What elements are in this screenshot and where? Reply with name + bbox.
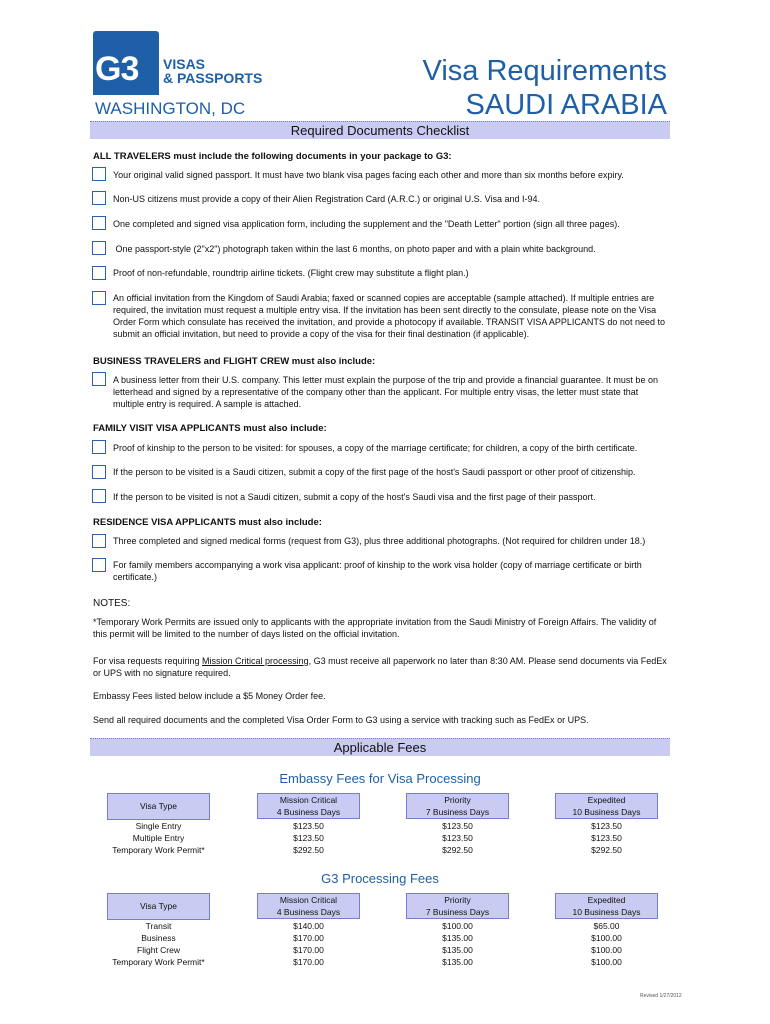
g3-col-expedited-days: 10 Business Days [572, 907, 641, 917]
checkbox-application-form[interactable] [92, 216, 106, 230]
checkbox-medical[interactable] [92, 534, 106, 548]
checkbox-invitation[interactable] [92, 291, 106, 305]
brand-name-line1: VISAS [163, 56, 206, 72]
g3-col-mission-critical-days: 4 Business Days [276, 907, 341, 917]
embassy-col-mission-critical [257, 793, 360, 819]
embassy-col-priority [406, 793, 509, 819]
g3-col-priority-days: 7 Business Days [425, 907, 490, 917]
item-invitation: An official invitation from the Kingdom of Saudi Arabia; faxed or scanned copies are acceptable (sample attached). If multiple entries are required, the invitation must request a multiple entry visa. If the invitation has been sent directly to the consulate, please note on the Visa Order Form which consulate has received the invitation, and provide a photocopy if available. TRANSIT VISA APPLICANTS do not need to submit an official invitation, but need to provide a copy of the visa for their final destination (if applicable). [113, 293, 665, 339]
g3-row-fee: $135.00 [442, 933, 473, 943]
g3-row-type: Flight Crew [137, 945, 180, 955]
checkbox-passport[interactable] [92, 167, 106, 181]
business-heading: BUSINESS TRAVELERS and FLIGHT CREW must also include: [93, 356, 376, 367]
g3-col-priority-label: Priority [444, 895, 471, 905]
g3-row-fee: $100.00 [591, 933, 622, 943]
g3-row-fee: $170.00 [293, 957, 324, 967]
checkbox-kinship[interactable] [92, 440, 106, 454]
embassy-col-expedited-days: 10 Business Days [572, 807, 641, 817]
checkbox-family-members[interactable] [92, 558, 106, 572]
embassy-col-mission-critical-days: 4 Business Days [276, 807, 341, 817]
embassy-col-mission-critical-label: Mission Critical [279, 795, 338, 805]
embassy-row-fee: $123.50 [293, 821, 324, 831]
item-medical: Three completed and signed medical forms (request from G3), plus three additional photographs. (Not required for children under 18.) [113, 536, 646, 546]
g3-col-mission-critical [257, 893, 360, 919]
item-business-letter: A business letter from their U.S. company. This letter must explain the purpose of the trip and provide a financial guarantee. It must be on letterhead and signed by a representative of the company other than the applicant. For multiple entry visas, the letter must state that multiple entry is required. A sample is attached. [113, 375, 658, 409]
page-title: Visa Requirements [422, 55, 667, 87]
item-application-form: One completed and signed visa application form, including the supplement and the "Death Letter" portion (sign all three pages). [113, 219, 620, 229]
g3-row-fee: $100.00 [442, 921, 473, 931]
item-non-saudi-host: If the person to be visited is not a Saudi citizen, submit a copy of the host's Saudi visa and the first page of their passport. [113, 492, 596, 502]
embassy-row-fee: $123.50 [442, 821, 473, 831]
office-city: WASHINGTON, DC [95, 99, 246, 118]
revised-date: Revised 1/27/2012 [640, 993, 682, 999]
item-arc: Non-US citizens must provide a copy of their Alien Registration Card (A.R.C.) or original U.S. Visa and I-94. [113, 194, 541, 204]
embassy-row-fee: $292.50 [591, 845, 622, 855]
g3-col-mission-critical-label: Mission Critical [279, 895, 338, 905]
g3-row-fee: $100.00 [591, 957, 622, 967]
g3-row-type: Business [141, 933, 176, 943]
g3-row-fee: $140.00 [293, 921, 324, 931]
brand-name-line2: & PASSPORTS [163, 70, 263, 86]
note-mission-critical-post: , G3 must receive all paperwork no later than 8:30 AM. Please send documents via FedEx or UPS with no signature required. [93, 656, 667, 678]
note-mission-critical-pre: For visa requests requiring [93, 656, 203, 666]
embassy-col-visa-type: Visa Type [107, 793, 210, 820]
g3-col-expedited [555, 893, 658, 919]
checkbox-arc[interactable] [92, 191, 106, 205]
family-heading: FAMILY VISIT VISA APPLICANTS must also include: [93, 423, 327, 434]
note-work-permit: *Temporary Work Permits are issued only to applicants with the appropriate invitation from the Saudi Ministry of Foreign Affairs. The validity of this permit will be limited to the number of days listed on the official invitation. [93, 617, 657, 639]
item-tickets: Proof of non-refundable, roundtrip airline tickets. (Flight crew may substitute a flight plan.) [113, 268, 469, 278]
g3-logo-text: G3 [95, 50, 139, 88]
item-photo: One passport-style (2"x2") photograph taken within the last 6 months, on photo paper and with a plain white background. [113, 244, 596, 254]
embassy-row-type: Temporary Work Permit* [112, 845, 205, 855]
g3-fees-title: G3 Processing Fees [321, 871, 439, 886]
residence-heading: RESIDENCE VISA APPLICANTS must also include: [93, 517, 322, 528]
g3-row-fee: $170.00 [293, 933, 324, 943]
embassy-fees-title: Embassy Fees for Visa Processing [279, 771, 481, 786]
g3-row-fee: $170.00 [293, 945, 324, 955]
checklist-band: Required Documents Checklist [90, 121, 670, 139]
item-kinship: Proof of kinship to the person to be visited: for spouses, a copy of the marriage certificate; for children, a copy of the birth certificate. [113, 443, 638, 453]
embassy-row-fee: $123.50 [591, 833, 622, 843]
checkbox-business-letter[interactable] [92, 372, 106, 386]
checkbox-saudi-host[interactable] [92, 465, 106, 479]
note-mission-critical [93, 655, 670, 679]
notes-heading: NOTES: [93, 598, 131, 609]
mission-critical-link[interactable]: Mission Critical processing [202, 656, 309, 666]
checkbox-tickets[interactable] [92, 266, 106, 280]
embassy-row-fee: $123.50 [442, 833, 473, 843]
checkbox-non-saudi-host[interactable] [92, 489, 106, 503]
item-saudi-host: If the person to be visited is a Saudi citizen, submit a copy of the first page of the host's Saudi passport or other proof of citizenship. [113, 467, 636, 477]
embassy-col-expedited-label: Expedited [587, 795, 626, 805]
g3-col-priority [406, 893, 509, 919]
g3-row-type: Temporary Work Permit* [112, 957, 205, 967]
embassy-row-fee: $292.50 [442, 845, 473, 855]
g3-row-type: Transit [145, 921, 172, 931]
g3-row-fee: $65.00 [593, 921, 620, 931]
g3-row-fee: $135.00 [442, 945, 473, 955]
g3-row-fee: $100.00 [591, 945, 622, 955]
page-country: SAUDI ARABIA [465, 89, 667, 121]
g3-col-expedited-label: Expedited [587, 895, 626, 905]
item-family-members: For family members accompanying a work visa applicant: proof of kinship to the work visa holder (copy of marriage certificate or birth certificate.) [113, 560, 642, 582]
embassy-col-expedited [555, 793, 658, 819]
item-passport: Your original valid signed passport. It must have two blank visa pages facing each other and more than six months before expiry. [113, 170, 624, 180]
fees-band: Applicable Fees [90, 738, 670, 756]
embassy-row-fee: $123.50 [591, 821, 622, 831]
checkbox-photo[interactable] [92, 241, 106, 255]
embassy-row-fee: $123.50 [293, 833, 324, 843]
g3-row-fee: $135.00 [442, 957, 473, 967]
g3-col-visa-type: Visa Type [107, 893, 210, 920]
note-embassy-fees: Embassy Fees listed below include a $5 Money Order fee. [93, 691, 326, 701]
all-travelers-heading: ALL TRAVELERS must include the following documents in your package to G3: [93, 151, 452, 162]
embassy-row-fee: $292.50 [293, 845, 324, 855]
brand-name [163, 57, 262, 85]
embassy-col-priority-days: 7 Business Days [425, 807, 490, 817]
embassy-row-type: Multiple Entry [132, 833, 185, 843]
embassy-row-type: Single Entry [135, 821, 182, 831]
embassy-col-priority-label: Priority [444, 795, 471, 805]
note-send-documents: Send all required documents and the completed Visa Order Form to G3 using a service with tracking such as FedEx or UPS. [93, 715, 589, 725]
